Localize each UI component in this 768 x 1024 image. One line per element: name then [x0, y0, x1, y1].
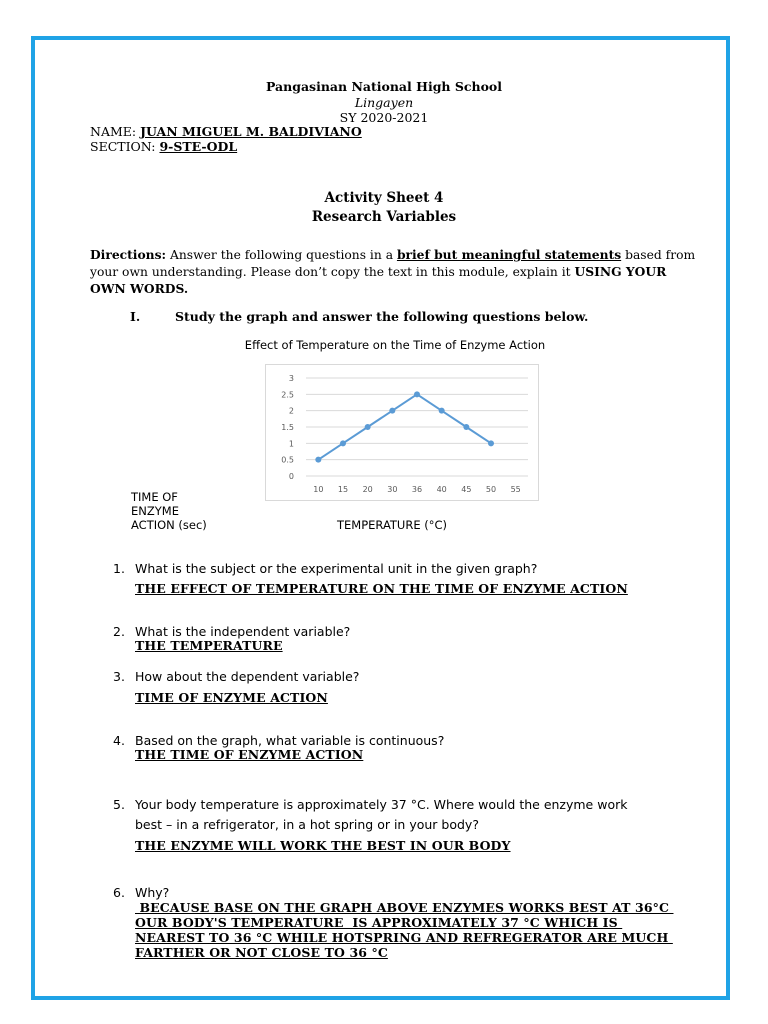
activity-title: Activity Sheet 4	[324, 190, 444, 206]
question-text: How about the dependent variable?	[135, 669, 360, 684]
question-number: 4.	[113, 733, 125, 748]
x-tick-label: 10	[313, 485, 324, 494]
y-tick-label: 3	[288, 374, 294, 383]
question-text: Your body temperature is approximately 37 °C. Where would the enzyme work	[135, 797, 628, 812]
data-point	[315, 457, 321, 463]
student-name: JUAN MIGUEL M. BALDIVIANO	[140, 124, 362, 139]
x-tick-label: 15	[337, 485, 349, 494]
data-point	[340, 440, 346, 446]
section-line	[90, 139, 237, 154]
name-label: NAME:	[90, 124, 141, 139]
x-tick-label: 30	[387, 485, 398, 494]
directions-label: Directions:	[90, 247, 167, 262]
x-tick-label: 20	[362, 485, 373, 494]
answer-text: THE EFFECT OF TEMPERATURE ON THE TIME OF ENZYME ACTION	[135, 581, 628, 596]
question-number: 5.	[113, 797, 125, 812]
answer-line: OUR BODY'S TEMPERATURE IS APPROXIMATELY 37 °C WHICH IS	[135, 915, 623, 930]
directions-line-2	[90, 264, 666, 279]
y-axis-label-line: ENZYME	[131, 504, 179, 518]
name-line	[90, 124, 362, 139]
answer-line: BECAUSE BASE ON THE GRAPH ABOVE ENZYMES WORKS BEST AT 36°C	[135, 900, 674, 915]
x-tick-label: 36	[411, 485, 423, 494]
data-point	[365, 424, 371, 430]
section-label: SECTION:	[90, 139, 160, 154]
question-text: Why?	[135, 885, 170, 900]
y-tick-label: 2.5	[281, 390, 294, 400]
directions-emphasis: brief but meaningful statements	[396, 247, 622, 262]
chart-title: Effect of Temperature on the Time of Enzyme Action	[244, 338, 546, 352]
x-axis-label: TEMPERATURE (°C)	[337, 518, 448, 532]
answer-text: TIME OF ENZYME ACTION	[135, 690, 328, 705]
chart-area	[265, 364, 539, 501]
answer-text: THE ENZYME WILL WORK THE BEST IN OUR BODY	[135, 838, 511, 853]
question-text-continued: best – in a refrigerator, in a hot spring or in your body?	[135, 817, 479, 832]
directions-emphasis-2: USING YOUR	[574, 264, 667, 279]
directions-line-1	[90, 247, 695, 262]
y-tick-label: 2	[288, 406, 294, 416]
directions-text-end: based from	[621, 248, 696, 262]
answer-line: FARTHER OR NOT CLOSE TO 36 °C	[135, 945, 388, 960]
y-tick-label: 1.5	[281, 423, 294, 432]
y-axis-label-line: TIME OF	[131, 490, 178, 504]
data-point	[389, 408, 395, 414]
question-text: Based on the graph, what variable is continuous?	[135, 733, 445, 748]
directions-text: Answer the following questions in a	[166, 248, 397, 262]
x-tick-label: 50	[485, 485, 497, 494]
data-point	[488, 440, 494, 446]
school-year: SY 2020-2021	[339, 110, 429, 125]
directions-text-2: your own understanding. Please don’t copy the text in this module, explain it	[90, 265, 575, 279]
y-tick-label: 0.5	[281, 455, 294, 465]
x-tick-label: 45	[461, 485, 472, 494]
data-point	[414, 391, 420, 397]
section-numeral: I.	[130, 309, 141, 324]
line-chart	[266, 365, 538, 500]
data-point	[439, 408, 445, 414]
section-value: 9-STE-ODL	[159, 139, 238, 154]
question-number: 6.	[113, 885, 125, 900]
question-number: 1.	[113, 561, 125, 576]
answer-text: THE TEMPERATURE	[135, 638, 283, 653]
question-text: What is the independent variable?	[135, 624, 351, 639]
data-point	[463, 424, 469, 430]
x-tick-label: 55	[510, 485, 521, 494]
y-axis-label-line: ACTION (sec)	[131, 518, 207, 532]
town-name: Lingayen	[354, 95, 414, 110]
directions-line-3: OWN WORDS.	[90, 281, 189, 296]
question-text: What is the subject or the experimental unit in the given graph?	[135, 561, 538, 576]
answer-line: NEAREST TO 36 °C WHILE HOTSPRING AND REFREGERATOR ARE MUCH	[135, 930, 673, 945]
y-tick-label: 0	[288, 472, 294, 481]
x-tick-label: 40	[436, 485, 447, 494]
school-name: Pangasinan National High School	[265, 79, 503, 94]
question-number: 2.	[113, 624, 125, 639]
y-tick-label: 1	[288, 439, 294, 449]
activity-subtitle: Research Variables	[311, 209, 457, 225]
y-axis-label	[131, 490, 207, 532]
section-instruction: Study the graph and answer the following questions below.	[175, 309, 589, 324]
answer-text: THE TIME OF ENZYME ACTION	[135, 747, 364, 762]
question-number: 3.	[113, 669, 125, 684]
